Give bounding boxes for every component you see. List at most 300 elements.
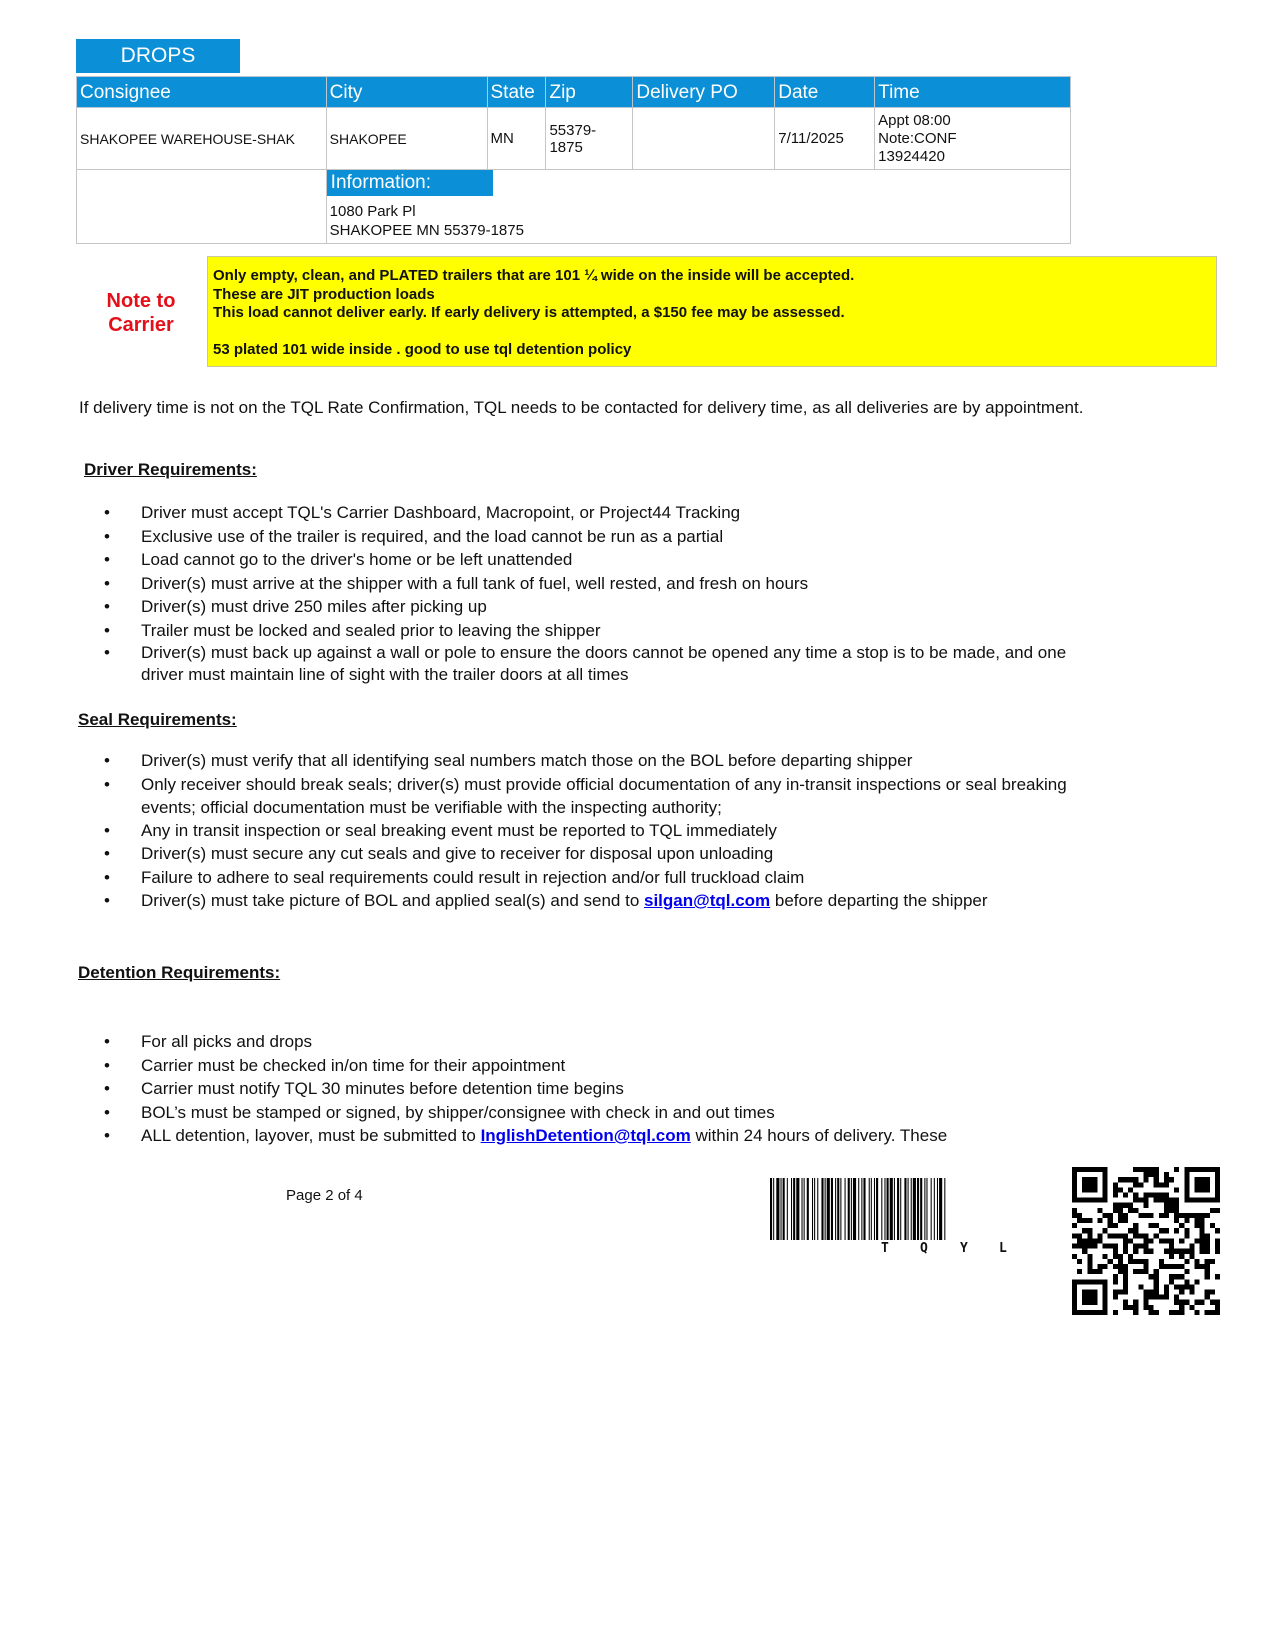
qr-module	[1174, 1295, 1179, 1300]
qr-module	[1082, 1218, 1087, 1223]
qr-module	[1215, 1310, 1220, 1315]
barcode-bar	[851, 1178, 852, 1240]
seal-requirements-heading: Seal Requirements:	[78, 710, 237, 729]
qr-module	[1113, 1182, 1118, 1187]
qr-module	[1184, 1233, 1189, 1238]
barcode-char: T	[881, 1241, 889, 1256]
qr-module	[1154, 1295, 1159, 1300]
qr-module	[1082, 1238, 1087, 1243]
qr-module	[1154, 1193, 1159, 1198]
qr-module	[1092, 1300, 1097, 1305]
qr-module	[1184, 1198, 1189, 1203]
qr-module	[1072, 1198, 1077, 1203]
qr-module	[1205, 1182, 1210, 1187]
qr-module	[1164, 1208, 1169, 1213]
qr-module	[1123, 1218, 1128, 1223]
qr-module	[1174, 1284, 1179, 1289]
qr-module	[1133, 1177, 1138, 1182]
barcode-bar	[791, 1178, 792, 1240]
qr-module	[1077, 1213, 1082, 1218]
barcode-image	[770, 1178, 1055, 1240]
qr-module	[1118, 1259, 1123, 1264]
qr-module	[1103, 1172, 1108, 1177]
qr-module	[1133, 1223, 1138, 1228]
qr-module	[1092, 1310, 1097, 1315]
qr-module	[1133, 1182, 1138, 1187]
qr-module	[1179, 1289, 1184, 1294]
time-line-1: Appt 08:00	[878, 111, 951, 129]
drops-table	[76, 76, 1071, 244]
qr-module	[1149, 1310, 1154, 1315]
qr-module	[1179, 1213, 1184, 1218]
qr-module	[1149, 1289, 1154, 1294]
qr-module	[1113, 1254, 1118, 1259]
qr-module	[1077, 1269, 1082, 1274]
qr-module	[1133, 1233, 1138, 1238]
qr-module	[1184, 1269, 1189, 1274]
qr-module	[1098, 1233, 1103, 1238]
qr-module	[1205, 1274, 1210, 1279]
qr-module	[1098, 1218, 1103, 1223]
qr-module	[1184, 1187, 1189, 1192]
qr-module	[1118, 1203, 1123, 1208]
qr-module	[1098, 1279, 1103, 1284]
qr-module	[1133, 1198, 1138, 1203]
qr-module	[1123, 1284, 1128, 1289]
qr-module	[1149, 1295, 1154, 1300]
qr-module	[1200, 1300, 1205, 1305]
qr-module	[1103, 1187, 1108, 1192]
qr-module	[1082, 1198, 1087, 1203]
time-line-2: Note:CONF	[878, 129, 957, 147]
qr-module	[1164, 1213, 1169, 1218]
qr-module	[1174, 1198, 1179, 1203]
qr-module	[1159, 1295, 1164, 1300]
qr-module	[1200, 1198, 1205, 1203]
list-item: • Exclusive use of the trailer is required, and the load cannot be run as a partial	[104, 525, 1094, 549]
column-header-city: City	[326, 77, 487, 108]
qr-module	[1123, 1238, 1128, 1243]
qr-module	[1184, 1218, 1189, 1223]
qr-module	[1200, 1223, 1205, 1228]
qr-module	[1072, 1279, 1077, 1284]
qr-module	[1103, 1198, 1108, 1203]
barcode-bar	[908, 1178, 909, 1240]
qr-module	[1194, 1187, 1199, 1192]
qr-module	[1200, 1167, 1205, 1172]
qr-module	[1113, 1249, 1118, 1254]
qr-module	[1118, 1269, 1123, 1274]
barcode-bar	[869, 1178, 870, 1240]
qr-module	[1118, 1213, 1123, 1218]
qr-module	[1072, 1300, 1077, 1305]
barcode-bar	[917, 1178, 919, 1240]
qr-module	[1118, 1264, 1123, 1269]
qr-module	[1087, 1269, 1092, 1274]
qr-module	[1169, 1198, 1174, 1203]
qr-module	[1149, 1213, 1154, 1218]
date-cell: 7/11/2025	[775, 108, 875, 170]
barcode-bar	[924, 1178, 925, 1240]
qr-module	[1072, 1289, 1077, 1294]
list-item: • Carrier must be checked in/on time for their appointment	[104, 1054, 1094, 1078]
qr-module	[1133, 1208, 1138, 1213]
list-item: • For all picks and drops	[104, 1030, 1094, 1054]
qr-module	[1194, 1218, 1199, 1223]
qr-module	[1189, 1213, 1194, 1218]
qr-module	[1103, 1193, 1108, 1198]
qr-module	[1215, 1167, 1220, 1172]
qr-module	[1159, 1238, 1164, 1243]
qr-module	[1077, 1244, 1082, 1249]
qr-module	[1087, 1289, 1092, 1294]
qr-module	[1210, 1167, 1215, 1172]
qr-module	[1184, 1300, 1189, 1305]
note-line: These are JIT production loads	[213, 285, 435, 303]
barcode-bar	[827, 1178, 830, 1240]
qr-module	[1215, 1172, 1220, 1177]
qr-module	[1098, 1310, 1103, 1315]
qr-module	[1194, 1310, 1199, 1315]
qr-module	[1092, 1198, 1097, 1203]
qr-module	[1077, 1310, 1082, 1315]
qr-module	[1149, 1238, 1154, 1243]
qr-module	[1200, 1182, 1205, 1187]
qr-module	[1174, 1264, 1179, 1269]
barcode-bar	[934, 1178, 935, 1240]
qr-module	[1215, 1305, 1220, 1310]
qr-module	[1159, 1228, 1164, 1233]
qr-module	[1210, 1300, 1215, 1305]
qr-module	[1154, 1233, 1159, 1238]
qr-module	[1072, 1295, 1077, 1300]
qr-module	[1200, 1213, 1205, 1218]
consignee-cell: SHAKOPEE WAREHOUSE-SHAK	[77, 108, 327, 170]
qr-module	[1138, 1182, 1143, 1187]
note-to-carrier-label	[96, 289, 186, 337]
qr-module	[1108, 1218, 1113, 1223]
qr-module	[1210, 1198, 1215, 1203]
qr-module	[1210, 1310, 1215, 1315]
qr-module	[1200, 1228, 1205, 1233]
time-line-3: 13924420	[878, 147, 945, 165]
list-item	[104, 889, 1094, 913]
qr-module	[1205, 1244, 1210, 1249]
qr-module	[1133, 1269, 1138, 1274]
zip-line-2: 1875	[549, 138, 583, 156]
barcode-bar	[776, 1178, 779, 1240]
barcode-bar	[897, 1178, 899, 1240]
qr-module	[1210, 1259, 1215, 1264]
qr-module	[1179, 1254, 1184, 1259]
qr-module	[1174, 1310, 1179, 1315]
qr-module	[1082, 1310, 1087, 1315]
qr-module	[1189, 1305, 1194, 1310]
qr-module	[1103, 1295, 1108, 1300]
qr-module	[1118, 1233, 1123, 1238]
list-item-text: before departing the shipper	[770, 891, 988, 910]
qr-module	[1103, 1182, 1108, 1187]
qr-module	[1149, 1274, 1154, 1279]
qr-module	[1077, 1279, 1082, 1284]
list-item: • Only receiver should break seals; driver(s) must provide official documentation of any in-transit inspections or seal breaking events; official documentation must be verifiable with the inspecting authority;	[104, 773, 1094, 819]
barcode-bar	[926, 1178, 927, 1240]
barcode-bar	[807, 1178, 809, 1240]
qr-module	[1184, 1279, 1189, 1284]
qr-module	[1200, 1244, 1205, 1249]
qr-module	[1138, 1213, 1143, 1218]
qr-module	[1210, 1289, 1215, 1294]
barcode-bar	[876, 1178, 878, 1240]
qr-module	[1184, 1193, 1189, 1198]
qr-module	[1092, 1238, 1097, 1243]
qr-module	[1179, 1223, 1184, 1228]
qr-module	[1103, 1254, 1108, 1259]
barcode-bar	[793, 1178, 795, 1240]
qr-module	[1143, 1193, 1148, 1198]
qr-module	[1179, 1274, 1184, 1279]
qr-module	[1174, 1274, 1179, 1279]
barcode-char: L	[999, 1241, 1007, 1256]
table-row	[77, 108, 1071, 170]
detention-requirements-heading: Detention Requirements:	[78, 963, 281, 982]
qr-module	[1113, 1289, 1118, 1294]
qr-module	[1169, 1177, 1174, 1182]
qr-module	[1113, 1264, 1118, 1269]
barcode-bar	[817, 1178, 818, 1240]
qr-module	[1098, 1264, 1103, 1269]
qr-module	[1184, 1177, 1189, 1182]
qr-module	[1113, 1203, 1118, 1208]
qr-module	[1082, 1182, 1087, 1187]
qr-module	[1072, 1193, 1077, 1198]
barcode-bar	[887, 1178, 889, 1240]
qr-module	[1087, 1218, 1092, 1223]
qr-module	[1123, 1203, 1128, 1208]
qr-module	[1118, 1218, 1123, 1223]
qr-module	[1143, 1203, 1148, 1208]
detention-email-link[interactable]: InglishDetention@tql.com	[480, 1126, 691, 1145]
qr-module	[1154, 1177, 1159, 1182]
qr-module	[1149, 1172, 1154, 1177]
qr-module	[1143, 1295, 1148, 1300]
qr-module	[1118, 1289, 1123, 1294]
qr-module	[1169, 1274, 1174, 1279]
qr-module	[1164, 1182, 1169, 1187]
qr-module	[1215, 1187, 1220, 1192]
qr-module	[1200, 1264, 1205, 1269]
list-item: • Any in transit inspection or seal breaking event must be reported to TQL immediately	[104, 819, 1094, 843]
qr-module	[1143, 1233, 1148, 1238]
qr-module	[1108, 1223, 1113, 1228]
qr-module	[1194, 1259, 1199, 1264]
qr-module	[1123, 1177, 1128, 1182]
qr-module	[1128, 1177, 1133, 1182]
column-header-time: Time	[875, 77, 1071, 108]
qr-module	[1169, 1264, 1174, 1269]
qr-module	[1215, 1193, 1220, 1198]
qr-module	[1205, 1167, 1210, 1172]
qr-module	[1072, 1254, 1077, 1259]
list-item: • Load cannot go to the driver's home or be left unattended	[104, 548, 1094, 572]
barcode-bar	[894, 1178, 895, 1240]
list-item: • Failure to adhere to seal requirements could result in rejection and/or full truckload claim	[104, 866, 1094, 890]
qr-module	[1205, 1233, 1210, 1238]
qr-module	[1179, 1238, 1184, 1243]
qr-module	[1210, 1223, 1215, 1228]
zip-line-1: 55379-	[549, 121, 597, 139]
qr-module	[1138, 1198, 1143, 1203]
qr-module	[1072, 1223, 1077, 1228]
city-cell: SHAKOPEE	[326, 108, 487, 170]
qr-module	[1087, 1310, 1092, 1315]
qr-module	[1123, 1213, 1128, 1218]
list-item-text: ALL detention, layover, must be submitted to	[141, 1126, 481, 1145]
barcode-bar	[858, 1178, 859, 1240]
qr-module	[1108, 1244, 1113, 1249]
qr-module	[1077, 1259, 1082, 1264]
qr-module	[1128, 1238, 1133, 1243]
barcode-bar	[812, 1178, 813, 1240]
qr-module	[1113, 1208, 1118, 1213]
qr-module	[1143, 1300, 1148, 1305]
qr-module	[1169, 1208, 1174, 1213]
list-item: • Driver(s) must verify that all identifying seal numbers match those on the BOL before departing shipper	[104, 749, 1094, 773]
qr-module	[1123, 1244, 1128, 1249]
qr-module	[1123, 1269, 1128, 1274]
qr-module	[1123, 1193, 1128, 1198]
qr-module	[1082, 1244, 1087, 1249]
qr-module	[1149, 1223, 1154, 1228]
qr-module	[1149, 1193, 1154, 1198]
qr-module	[1087, 1228, 1092, 1233]
qr-module	[1082, 1249, 1087, 1254]
qr-module	[1184, 1172, 1189, 1177]
column-header-zip: Zip	[546, 77, 633, 108]
qr-module	[1149, 1305, 1154, 1310]
qr-module	[1133, 1193, 1138, 1198]
qr-module	[1108, 1213, 1113, 1218]
qr-module	[1174, 1203, 1179, 1208]
qr-module	[1072, 1233, 1077, 1238]
qr-module	[1143, 1238, 1148, 1243]
qr-module	[1143, 1259, 1148, 1264]
barcode-bar	[770, 1178, 772, 1240]
qr-module	[1103, 1310, 1108, 1315]
qr-module	[1092, 1269, 1097, 1274]
qr-module	[1174, 1300, 1179, 1305]
qr-module	[1103, 1279, 1108, 1284]
qr-module	[1159, 1264, 1164, 1269]
list-item: • Trailer must be locked and sealed prior to leaving the shipper	[104, 619, 1094, 643]
state-cell: MN	[487, 108, 546, 170]
list-item	[104, 1124, 1094, 1148]
qr-module	[1077, 1198, 1082, 1203]
qr-module	[1113, 1310, 1118, 1315]
qr-module	[1215, 1177, 1220, 1182]
qr-module	[1159, 1213, 1164, 1218]
barcode-bar	[861, 1178, 862, 1240]
qr-module	[1103, 1244, 1108, 1249]
qr-module	[1103, 1264, 1108, 1269]
qr-module	[1072, 1244, 1077, 1249]
qr-module	[1072, 1213, 1077, 1218]
qr-module	[1113, 1295, 1118, 1300]
qr-module	[1128, 1259, 1133, 1264]
qr-module	[1118, 1208, 1123, 1213]
barcode-bar	[937, 1178, 938, 1240]
information-label: Information:	[327, 170, 493, 196]
column-header-delivery-po: Delivery PO	[633, 77, 775, 108]
qr-module	[1123, 1300, 1128, 1305]
qr-module	[1205, 1213, 1210, 1218]
qr-module	[1082, 1295, 1087, 1300]
qr-module	[1072, 1305, 1077, 1310]
qr-module	[1133, 1244, 1138, 1249]
qr-module	[1087, 1244, 1092, 1249]
qr-module	[1082, 1289, 1087, 1294]
list-item: • Carrier must notify TQL 30 minutes before detention time begins	[104, 1077, 1094, 1101]
qr-module	[1072, 1187, 1077, 1192]
qr-module	[1189, 1289, 1194, 1294]
qr-module	[1159, 1259, 1164, 1264]
qr-module	[1087, 1187, 1092, 1192]
qr-module	[1169, 1254, 1174, 1259]
qr-module	[1082, 1228, 1087, 1233]
qr-module	[1072, 1167, 1077, 1172]
qr-module	[1200, 1249, 1205, 1254]
qr-module	[1159, 1198, 1164, 1203]
qr-module	[1113, 1187, 1118, 1192]
qr-module	[1143, 1213, 1148, 1218]
qr-module	[1154, 1167, 1159, 1172]
qr-module	[1154, 1289, 1159, 1294]
qr-module	[1189, 1249, 1194, 1254]
qr-module	[1138, 1284, 1143, 1289]
qr-module	[1143, 1177, 1148, 1182]
qr-module	[1118, 1254, 1123, 1259]
qr-module	[1092, 1182, 1097, 1187]
qr-module	[1128, 1228, 1133, 1233]
qr-module	[1082, 1167, 1087, 1172]
barcode-bar	[931, 1178, 932, 1240]
qr-module	[1174, 1213, 1179, 1218]
qr-module	[1103, 1300, 1108, 1305]
qr-module	[1184, 1182, 1189, 1187]
qr-module	[1103, 1305, 1108, 1310]
qr-module	[1143, 1167, 1148, 1172]
note-line: This load cannot deliver early. If early delivery is attempted, a $150 fee may be assessed.	[213, 304, 845, 321]
delivery-time-paragraph: If delivery time is not on the TQL Rate Confirmation, TQL needs to be contacted for delivery time, as all deliveries are by appointment.	[79, 398, 1084, 417]
qr-module	[1143, 1264, 1148, 1269]
qr-module	[1194, 1213, 1199, 1218]
qr-module	[1113, 1279, 1118, 1284]
qr-module	[1194, 1167, 1199, 1172]
qr-module	[1138, 1167, 1143, 1172]
silgan-email-link[interactable]: silgan@tql.com	[644, 891, 771, 910]
qr-module	[1087, 1254, 1092, 1259]
qr-module	[1143, 1289, 1148, 1294]
qr-module	[1072, 1182, 1077, 1187]
qr-module	[1215, 1228, 1220, 1233]
qr-module	[1205, 1289, 1210, 1294]
qr-module	[1077, 1238, 1082, 1243]
qr-module	[1149, 1167, 1154, 1172]
qr-module	[1194, 1238, 1199, 1243]
qr-module	[1082, 1300, 1087, 1305]
barcode-bar	[845, 1178, 846, 1240]
qr-module	[1098, 1167, 1103, 1172]
